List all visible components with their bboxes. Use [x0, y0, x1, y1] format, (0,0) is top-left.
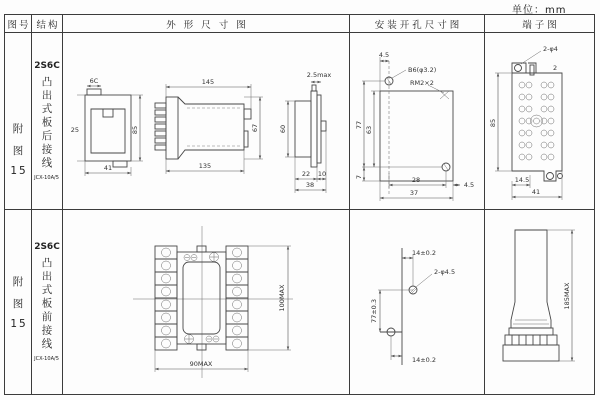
- structure-model: 2S6C: [34, 241, 60, 252]
- front-view: [71, 77, 143, 176]
- end-flange: [311, 91, 317, 167]
- figure-number: 15: [10, 165, 28, 177]
- figure-number: 15: [10, 318, 28, 330]
- dim-front-bottom: 41: [103, 164, 113, 172]
- unit-label: 单位：mm: [512, 5, 567, 16]
- dim-77: 77±0.3: [370, 298, 378, 324]
- fixing-hole-bottom: [547, 173, 554, 180]
- mounting-holes-front: [350, 210, 484, 392]
- mounting-holes-rear: [350, 33, 484, 209]
- header-structure: 结构: [32, 15, 63, 33]
- dim-terminal-binner: 14.5: [514, 176, 530, 184]
- dim-terminal-left: 85: [489, 118, 497, 128]
- dim-bottom-inner: 28: [411, 176, 421, 184]
- dim-end-left: 60: [279, 124, 287, 134]
- dim-left-outer: 77: [355, 120, 363, 130]
- socket-teeth: [505, 335, 557, 345]
- row1-mounting-drawing: [350, 33, 485, 210]
- row2-structure: [32, 210, 63, 394]
- dim-bottom-right: 4.5: [463, 181, 475, 189]
- terminal-block-rear: [485, 33, 591, 209]
- figure-char: 附: [12, 276, 24, 288]
- side-body: [178, 97, 244, 159]
- dim-top: 4.5: [378, 51, 390, 59]
- corner-mark: [440, 91, 449, 99]
- side-rear-tab: [244, 109, 251, 119]
- terminal-strip-right: [226, 246, 248, 350]
- end-latch: [321, 121, 326, 131]
- end-plate: [317, 95, 321, 163]
- header-outline-dims: 外形尺寸图: [63, 15, 350, 33]
- row2-outline-drawing: [63, 210, 350, 394]
- front-top-tab: [87, 89, 101, 95]
- dim-front-top: 6C: [89, 77, 99, 85]
- figure-char: 图: [12, 298, 24, 310]
- figure-char: 图: [12, 145, 24, 157]
- dim-end-top: 2.5max: [306, 71, 332, 79]
- dim-front-right: 85: [131, 125, 139, 135]
- dim-side-right: 67: [251, 123, 259, 133]
- corner-number: 2: [553, 64, 558, 72]
- outline-views-rear-wiring: [63, 33, 349, 209]
- flange-strip: [509, 328, 553, 335]
- dim-100max: 100MAX: [278, 284, 286, 312]
- end-view: [279, 71, 331, 193]
- dimension-table: [4, 14, 595, 395]
- row2-figure-no: [5, 210, 32, 394]
- side-rear-rail: [244, 131, 248, 147]
- side-view: [155, 78, 263, 174]
- row2-terminal-diagram: [485, 210, 594, 394]
- socket-base: [503, 345, 559, 361]
- dim-terminal-bouter: 41: [531, 188, 541, 196]
- dim-front-left: 25: [70, 126, 79, 134]
- front-notch: [103, 109, 113, 117]
- row2-mounting-drawing: [350, 210, 485, 394]
- end-body: [295, 101, 311, 157]
- dim-end-b3: 38: [305, 181, 315, 189]
- terminal-hole-label: 2-φ4: [543, 45, 558, 53]
- terminal-grid: [519, 82, 554, 160]
- top-slot: [530, 65, 534, 75]
- front-inner: [91, 109, 125, 153]
- dim-185max: 185MAX: [563, 282, 571, 310]
- dim-side-top: 145: [201, 78, 215, 86]
- terminal-fins: [155, 103, 166, 150]
- relay-side-profile: [485, 210, 591, 392]
- structure-model: 2S6C: [34, 60, 60, 71]
- relay-body: [177, 246, 226, 350]
- front-body: [85, 95, 131, 161]
- dim-end-b2: 10: [317, 170, 327, 178]
- dim-left-small: 7: [355, 174, 363, 180]
- hole-spec-label: 2-φ4.5: [434, 268, 456, 276]
- front-bottom-tab: [113, 161, 127, 167]
- hole-spec-label: B6(φ3.2): [408, 66, 437, 74]
- terminal-block-outline: [512, 63, 562, 181]
- dim-end-b1: 22: [301, 170, 311, 178]
- structure-description: 凸出式板前接线: [40, 256, 53, 352]
- terminal-strip-left: [155, 246, 177, 350]
- dim-90max: 90MAX: [189, 360, 213, 368]
- structure-description: 凸出式板后接线: [40, 75, 53, 171]
- header-figure-no: 图号: [5, 15, 32, 33]
- screw-spec-label: RM2×2: [410, 79, 434, 87]
- row1-structure: [32, 33, 63, 210]
- socket-model: JCX-10A/5: [34, 356, 60, 363]
- row1-figure-no: [5, 33, 32, 210]
- dim-top-14: 14±0.2: [411, 249, 437, 257]
- socket-model: JCX-10A/5: [34, 175, 60, 182]
- dim-bottom-outer: 37: [409, 189, 419, 197]
- dim-bottom-14: 14±0.2: [411, 356, 437, 364]
- outline-front-wiring: [63, 210, 349, 392]
- fixing-hole-top: [515, 65, 522, 72]
- row1-outline-drawing: [63, 33, 350, 210]
- header-terminal-diagram: 端子图: [485, 15, 594, 33]
- dim-left-inner: 63: [365, 125, 373, 135]
- figure-char: 附: [12, 123, 24, 135]
- dim-side-bottom: 135: [198, 162, 212, 170]
- side-flange: [166, 97, 178, 159]
- header-mounting-dims: 安装开孔尺寸图: [350, 15, 485, 33]
- cover-outline: [511, 230, 551, 328]
- row1-terminal-diagram: [485, 33, 594, 210]
